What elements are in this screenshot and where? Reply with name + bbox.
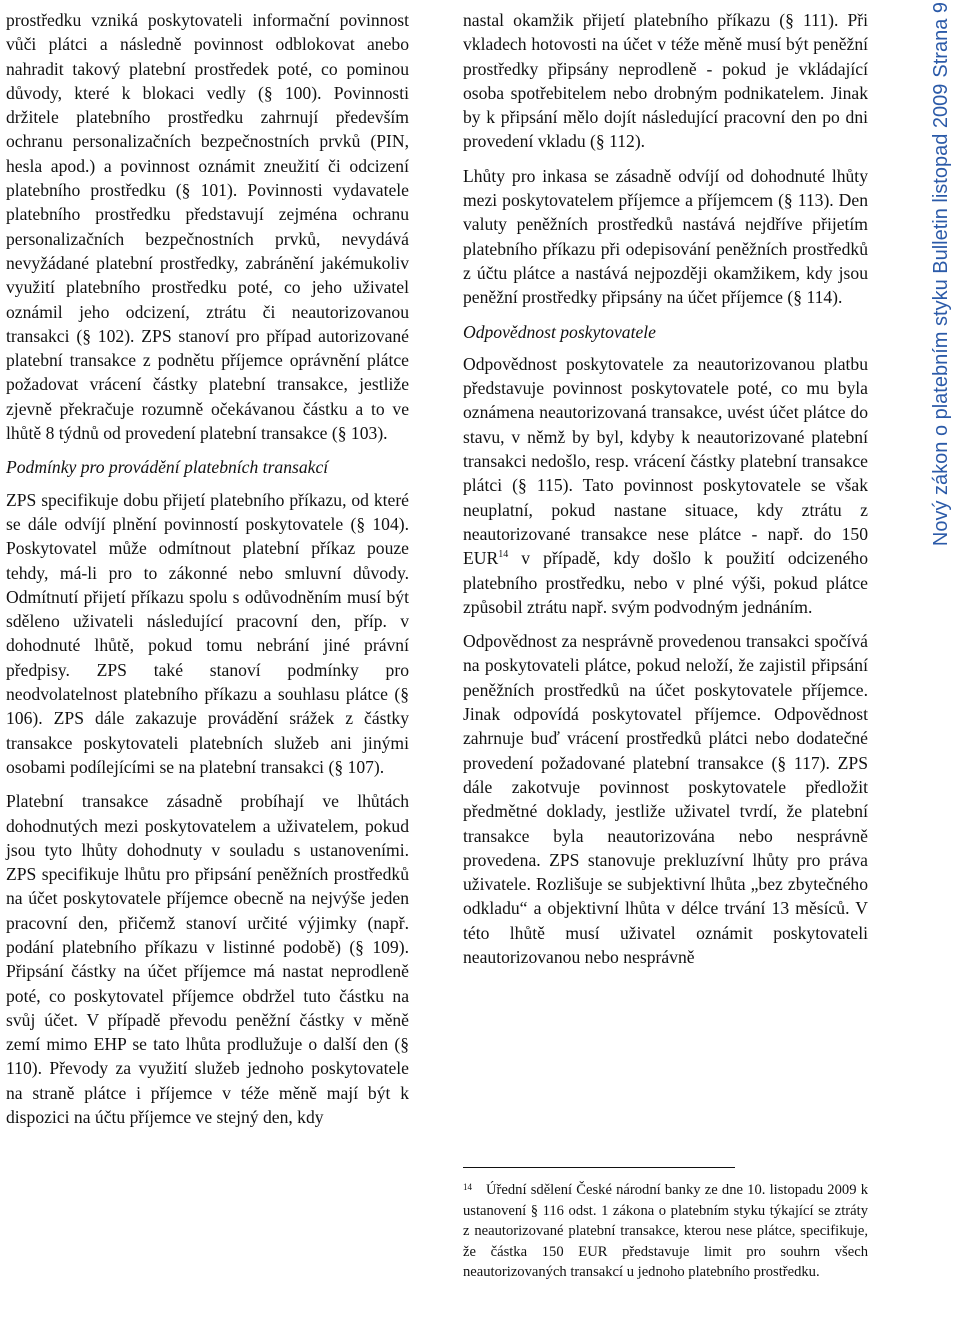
section-heading: Podmínky pro provádění platebních transakcí [6, 457, 329, 478]
paragraph-text: v případě, kdy došlo k použití odcizeného platebního prostředku, nebo v plné výši, pokud plátce způsobil ztrátu např. svým podvodným jednáním. [463, 548, 868, 617]
paragraph: nastal okamžik přijetí platebního příkazu (§ 111). Při vkladech hotovosti na účet v téže měně musí být peněžní prostředky připsány neprodleně - pokud je vkládající osoba spotřebitelem nebo drobným podnikatelem. Jinak by k připsání mělo dojít následující pracovní den po dni provedení vkladu (§ 112). [463, 10, 868, 152]
paragraph [463, 352, 868, 619]
paragraph: Odpovědnost za nesprávně provedenou transakci spočívá na poskytovateli plátce, pokud neloží, že zajistil připsání peněžních prostředků na účet poskytovatele příjemce. Jinak odpovídá poskytovatel příjemce. Odpovědnost zahrnuje buď vrácení prostředků plátci nebo dodatečné provedení požadované platební transakce (§ 117). ZPS dále zakotvuje povinnost poskytovatele předložit předmětné doklady, jestliže uživatel tvrdí, že platební transakce byla neautorizována nebo nesprávně provedena. ZPS stanovuje prekluzívní lhůty pro práva uživatele. Rozlišuje se subjektivní lhůta „bez zbytečného odkladu“ a objektivní lhůta v délce trvání 13 měsíců. V této lhůtě musí uživatel oznámit poskytovateli neautorizovanou nebo nesprávně [463, 631, 868, 967]
footnote-text: Úřední sdělení České národní banky ze dne 10. listopadu 2009 k ustanovení § 116 odst. 1 zákona o platebním styku týkající se ztráty z neautorizované platební transakce, kterou nese plátce, specifikuje, že částka 150 EUR představuje limit pro souhrn všech neautorizovaných transakcí u jednoho platebního prostředku. [463, 1182, 868, 1280]
left-column [6, 8, 409, 1129]
paragraph-text: Odpovědnost poskytovatele za neautorizovanou platbu představuje povinnost poskytovatele poté, co mu byla oznámena neautorizovaná transakce, uvést účet plátce do stavu, v němž by byl, kdyby k neautorizované platební transakci nedošlo, resp. vrácení částky platební transakce plátci (§ 115). Tato povinnost poskytovatele se však neuplatní, pokud nastane situace, kdy ztrátu z neautorizované transakce nese plátce - např. do 150 EUR [463, 353, 868, 569]
footnote-reference[interactable]: 14 [498, 549, 509, 561]
footnote-number: 14 [463, 1182, 472, 1192]
footnote-divider [463, 1167, 735, 1168]
paragraph: Platební transakce zásadně probíhají ve lhůtách dohodnutých mezi poskytovatelem a uživatelem, pokud jsou tyto lhůty dohodnuty v souladu s ustanoveními. ZPS specifikuje lhůtu pro připsání peněžních prostředků na účet poskytovatele příjemce obecně na nejvýše jeden pracovní den, přičemž stanoví určité výjimky (např. podání platebního příkazu v listinné podobě) (§ 109). Připsání částky na účet příjemce má nastat neprodleně poté, co poskytovatel příjemce obdržel tuto částku na svůj účet. V případě převodu peněžní částky v měně zemí mimo EHP se tato lhůta prodlužuje o další den (§ 110). Převody za využití služeb jednoho poskytovatele na straně plátce i příjemce v téže měně mají být k dispozici na účtu příjemce ve stejný den, kdy [6, 791, 409, 1128]
side-label-text [924, 2, 958, 574]
paragraph: Lhůty pro inkasa se zásadně odvíjí od dohodnuté lhůty mezi poskytovatelem příjemce a příjemcem (§ 113). Den valuty peněžních prostředků nastává nejdříve přijetím platebního příkazu při odepisování peněžních prostředků z účtu plátce a nastává nejpozději okamžikem, kdy jsou peněžní prostředky připsány na účet příjemce (§ 114). [463, 165, 868, 308]
bulletin-title: Nový zákon o platebním styku Bulletin listopad 2009 [930, 83, 952, 547]
page-number: Strana 9 [930, 2, 952, 78]
right-column [463, 8, 868, 969]
footnote [463, 1180, 868, 1283]
paragraph: prostředku vzniká poskytovateli informační povinnost vůči plátci a následně povinnost odblokovat anebo nahradit takový platební prostředek poté, co pominou důvody, které k blokaci vedly (§ 100). Povinnosti držitele platebního prostředku zahrnují především ochranu personalizačních bezpečnostních prvků (PIN, hesla apod.) a povinnost oznámit zneužití či odcizení platebního prostředku (§ 101). Povinnosti vydavatele platebního prostředku představují zejména ochranu personalizačních bezpečnostních prvků, nevydává nevyžádané platební prostředky, zabránění jakémukoliv využití platebního prostředku poté, co jeho uživatel oznámil jeho odcizení, ztrátu či neautorizovanou transakci (§ 102). ZPS stanoví pro případ autorizované platební transakce z podnětu příjemce oprávnění plátce požadovat vrácení částky platební transakce, jestliže zjevně překračuje rozumně očekávanou částku a to ve lhůtě 8 týdnů od provedení platební transakce (§ 103). [6, 10, 409, 444]
section-heading: Odpovědnost poskytovatele [463, 321, 656, 342]
paragraph: ZPS specifikuje dobu přijetí platebního příkazu, od které se dále odvíjí plnění povinností poskytovatele (§ 104). Poskytovatel může odmítnout platební příkaz pouze tehdy, má-li pro to zákonné nebo smluvní důvody. Odmítnutí přijetí příkazu spolu s odůvodněním musí být sděleno uživateli následující pracovní den, příp. v dohodnuté lhůtě, pokud tomu nebrání jiné právní předpisy. ZPS také stanoví podmínky pro neodvolatelnost platebního příkazu a souhlasu plátce (§ 106). ZPS dále zakazuje provádění srážek z částky transakce poskytovateli platebních služeb ani jinými osobami podílejícími se na platební transakci (§ 107). [6, 489, 409, 777]
side-label [924, 2, 958, 574]
